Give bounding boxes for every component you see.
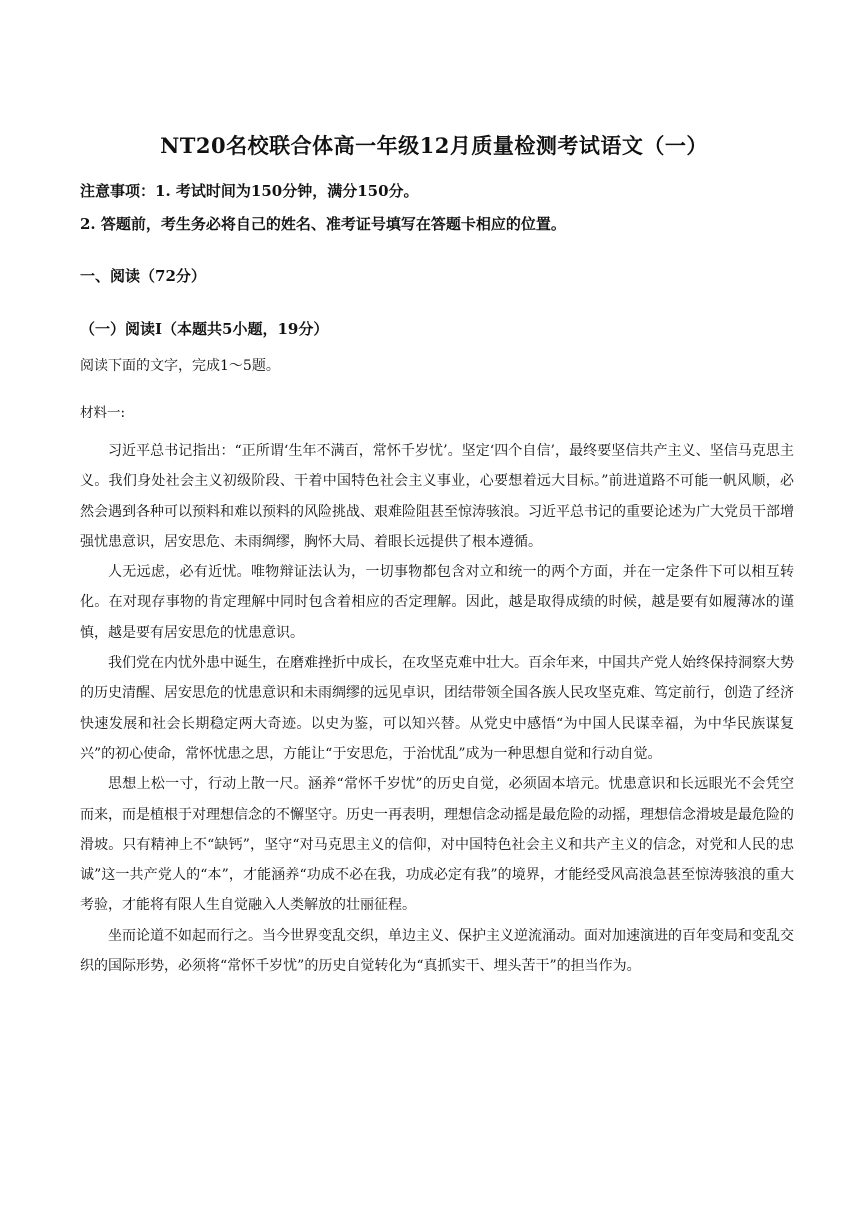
passage-paragraph: 人无远虑，必有近忧。唯物辩证法认为，一切事物都包含对立和统一的两个方面，并在一定条件下可以相互转化。在对现存事物的肯定理解中同时包含着相应的否定理解。因此，越是取得成绩的时候，越是要有如履薄冰的谨慎，越是要有居安思危的忧患意识。	[80, 564, 794, 641]
subsection-heading: （一）阅读Ⅰ（本题共5小题，19分）	[80, 320, 329, 338]
passage-paragraph: 我们党在内忧外患中诞生，在磨难挫折中成长，在攻坚克难中壮大。百余年来，中国共产党人始终保持洞察大势的历史清醒、居安思危的忧患意识和未雨绸缪的远见卓识，团结带领全国各族人民攻坚克难、笃定前行，创造了经济快速发展和社会长期稳定两大奇迹。以史为鉴，可以知兴替。从党史中感悟“为中国人民谋幸福，为中华民族谋复兴”的初心使命，常怀忧患之思，方能让“于安思危，于治忧乱”成为一种思想自觉和行动自觉。	[80, 655, 794, 762]
passage-paragraph: 习近平总书记指出：“正所谓‘生年不满百，常怀千岁忧’。坚定‘四个自信’，最终要坚信共产主义、坚信马克思主义。我们身处社会主义初级阶段、干着中国特色社会主义事业，心要想着远大目标。”前进道路不可能一帆风顺，必然会遇到各种可以预料和难以预料的风险挑战、艰难险阻甚至惊涛骇浪。习近平总书记的重要论述为广大党员干部增强忧患意识，居安思危、未雨绸缪，胸怀大局、着眼长远提供了根本遵循。	[80, 443, 794, 550]
exam-title: NT20名校联合体高一年级12月质量检测考试语文（一）	[160, 133, 708, 158]
reading-instruction: 阅读下面的文字，完成1～5题。	[80, 358, 280, 374]
passage-paragraph: 思想上松一寸，行动上散一尺。涵养“常怀千岁忧”的历史自觉，必须固本培元。忧患意识和长远眼光不会凭空而来，而是植根于对理想信念的不懈坚守。历史一再表明，理想信念动摇是最危险的动摇，理想信念滑坡是最危险的滑坡。只有精神上不“缺钙”，坚守“对马克思主义的信仰，对中国特色社会主义和共产主义的信念，对党和人民的忠诚”这一共产党人的“本”，才能涵养“功成不必在我，功成必定有我”的境界，才能经受风高浪急甚至惊涛骇浪的重大考验，才能将有限人生自觉融入人类解放的壮丽征程。	[80, 776, 794, 914]
passage-body	[80, 436, 794, 981]
passage-paragraph: 坐而论道不如起而行之。当今世界变乱交织，单边主义、保护主义逆流涌动。面对加速演进的百年变局和变乱交织的国际形势，必须将“常怀千岁忧”的历史自觉转化为“真抓实干、埋头苦干”的担当作为。	[80, 927, 794, 975]
notice-line-1: 注意事项：1. 考试时间为150分钟，满分150分。	[80, 182, 419, 200]
material-label: 材料一:	[80, 405, 126, 421]
notice-line-2: 2. 答题前，考生务必将自己的姓名、准考证号填写在答题卡相应的位置。	[80, 215, 566, 233]
section-heading: 一、阅读（72分）	[80, 267, 206, 285]
